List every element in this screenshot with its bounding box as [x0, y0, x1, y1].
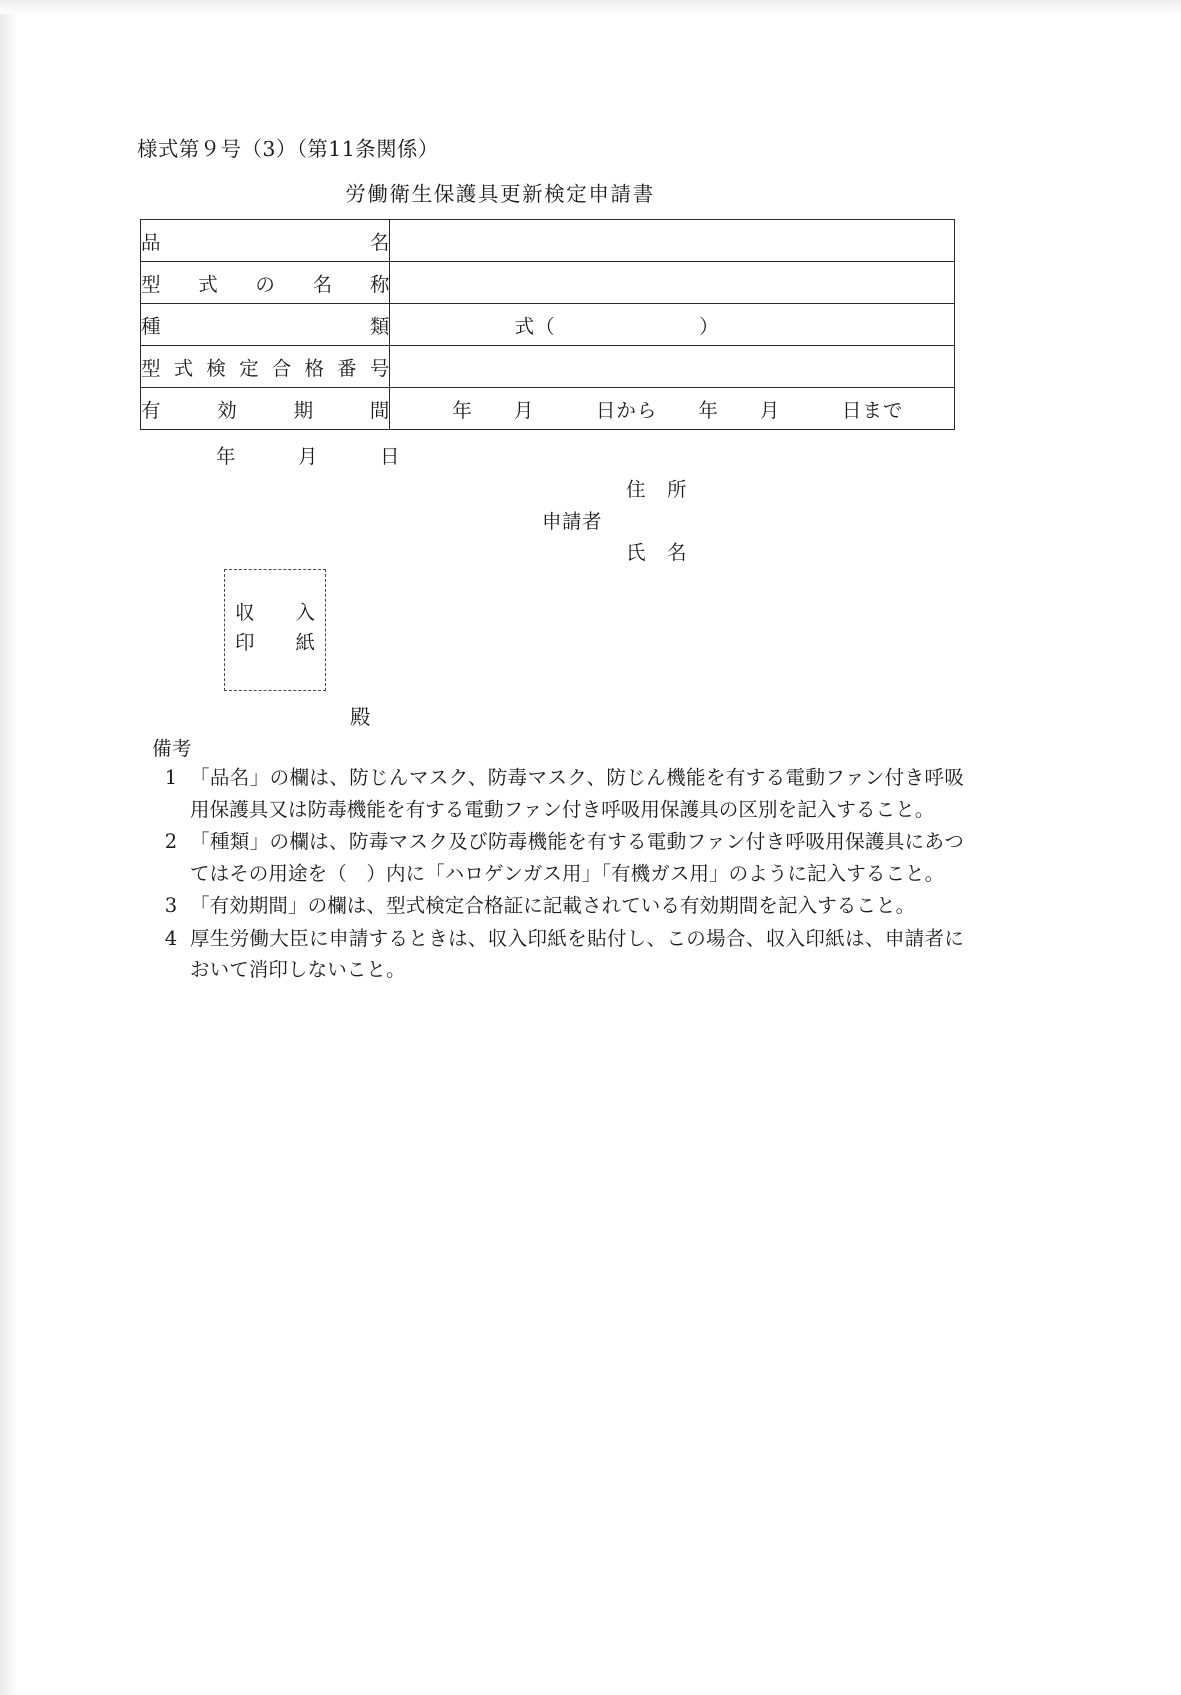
label-char: 定: [239, 356, 259, 380]
label-char: 品: [141, 230, 161, 254]
field-value: 年 月 日から 年 月 日まで: [452, 398, 904, 422]
revenue-stamp-box[interactable]: [224, 569, 326, 691]
label-char: 期: [293, 398, 314, 422]
label-char: 格: [304, 356, 324, 380]
row-label-valid-period: [141, 388, 390, 430]
applicant-label: 申請者: [542, 510, 603, 533]
revenue-stamp-line-2: [225, 628, 325, 658]
label-char: 称: [369, 272, 390, 296]
list-item: [152, 826, 964, 889]
label-char: 有: [141, 398, 161, 422]
label-char: の: [255, 272, 275, 296]
stamp-char: 印: [235, 631, 255, 654]
table-row: [141, 346, 955, 388]
list-item: [152, 923, 964, 986]
addressee-honorific: 殿: [350, 705, 371, 729]
label-char: 合: [271, 356, 292, 380]
remark-text: 「有効期間」の欄は、型式検定合格証に記載されている有効期間を記入すること。: [190, 894, 916, 917]
field-value: 式（ ）: [514, 314, 720, 338]
list-item: [152, 762, 964, 825]
row-value-valid-period[interactable]: [390, 388, 955, 430]
applicant-name-label: 氏 名: [626, 541, 688, 564]
label-char: 型: [141, 272, 161, 296]
table-row: [141, 388, 955, 430]
row-value-certificate-number[interactable]: [390, 346, 955, 388]
label-char: 式: [198, 272, 218, 296]
remark-text: 厚生労働大臣に申請するときは、収入印紙を貼付し、この場合、収入印紙は、申請者において消印しないこと。: [190, 926, 964, 981]
table-row: [141, 220, 955, 262]
stamp-char: 収: [235, 601, 255, 624]
list-item: [152, 890, 964, 922]
remark-text: 「種類」の欄は、防毒マスク及び防毒機能を有する電動ファン付き呼吸用保護具にあつてはその用途を（ ）内に「ハロゲンガス用」「有機ガス用」のように記入すること。: [190, 830, 964, 885]
table-row: [141, 262, 955, 304]
remark-number: 3: [164, 894, 178, 917]
revenue-stamp-line-1: [225, 598, 325, 628]
row-label-product-name: [141, 220, 390, 262]
row-label-certificate-number: [141, 346, 390, 388]
remarks-list: [152, 762, 964, 987]
label-char: 番: [337, 356, 357, 380]
scan-edge-shadow-top: [0, 0, 1181, 14]
label-char: 名: [312, 272, 333, 296]
row-label-kind: [141, 304, 390, 346]
stamp-char: 入: [295, 601, 315, 624]
row-value-product-name[interactable]: [390, 220, 955, 262]
applicant-address-label: 住 所: [626, 478, 688, 501]
label-char: 名: [369, 230, 390, 254]
table-row: [141, 304, 955, 346]
document-title: 労働衛生保護具更新検定申請書: [345, 182, 655, 206]
label-char: 型: [141, 356, 161, 380]
label-char: 検: [206, 356, 226, 380]
remarks-heading: 備考: [152, 737, 193, 760]
remark-number: 2: [164, 830, 178, 853]
application-form-table: [140, 219, 955, 430]
remark-text: 「品名」の欄は、防じんマスク、防毒マスク、防じん機能を有する電動ファン付き呼吸用保護具又は防毒機能を有する電動ファン付き呼吸用保護具の区別を記入すること。: [190, 766, 964, 821]
stamp-char: 紙: [295, 631, 315, 654]
remark-number: 4: [164, 926, 178, 950]
label-char: 号: [369, 356, 390, 380]
form-number-heading: 様式第９号（3）（第11条関係）: [137, 137, 439, 161]
label-char: 効: [217, 398, 237, 422]
label-char: 種: [141, 314, 161, 338]
label-char: 類: [369, 314, 390, 338]
scan-edge-shadow-left: [0, 0, 18, 1695]
row-value-kind[interactable]: [390, 304, 955, 346]
submission-date-line[interactable]: 年 月 日: [216, 445, 401, 468]
remark-number: 1: [164, 766, 178, 789]
label-char: 式: [173, 356, 194, 380]
row-label-model-name: [141, 262, 390, 304]
row-value-model-name[interactable]: [390, 262, 955, 304]
label-char: 間: [369, 398, 390, 422]
